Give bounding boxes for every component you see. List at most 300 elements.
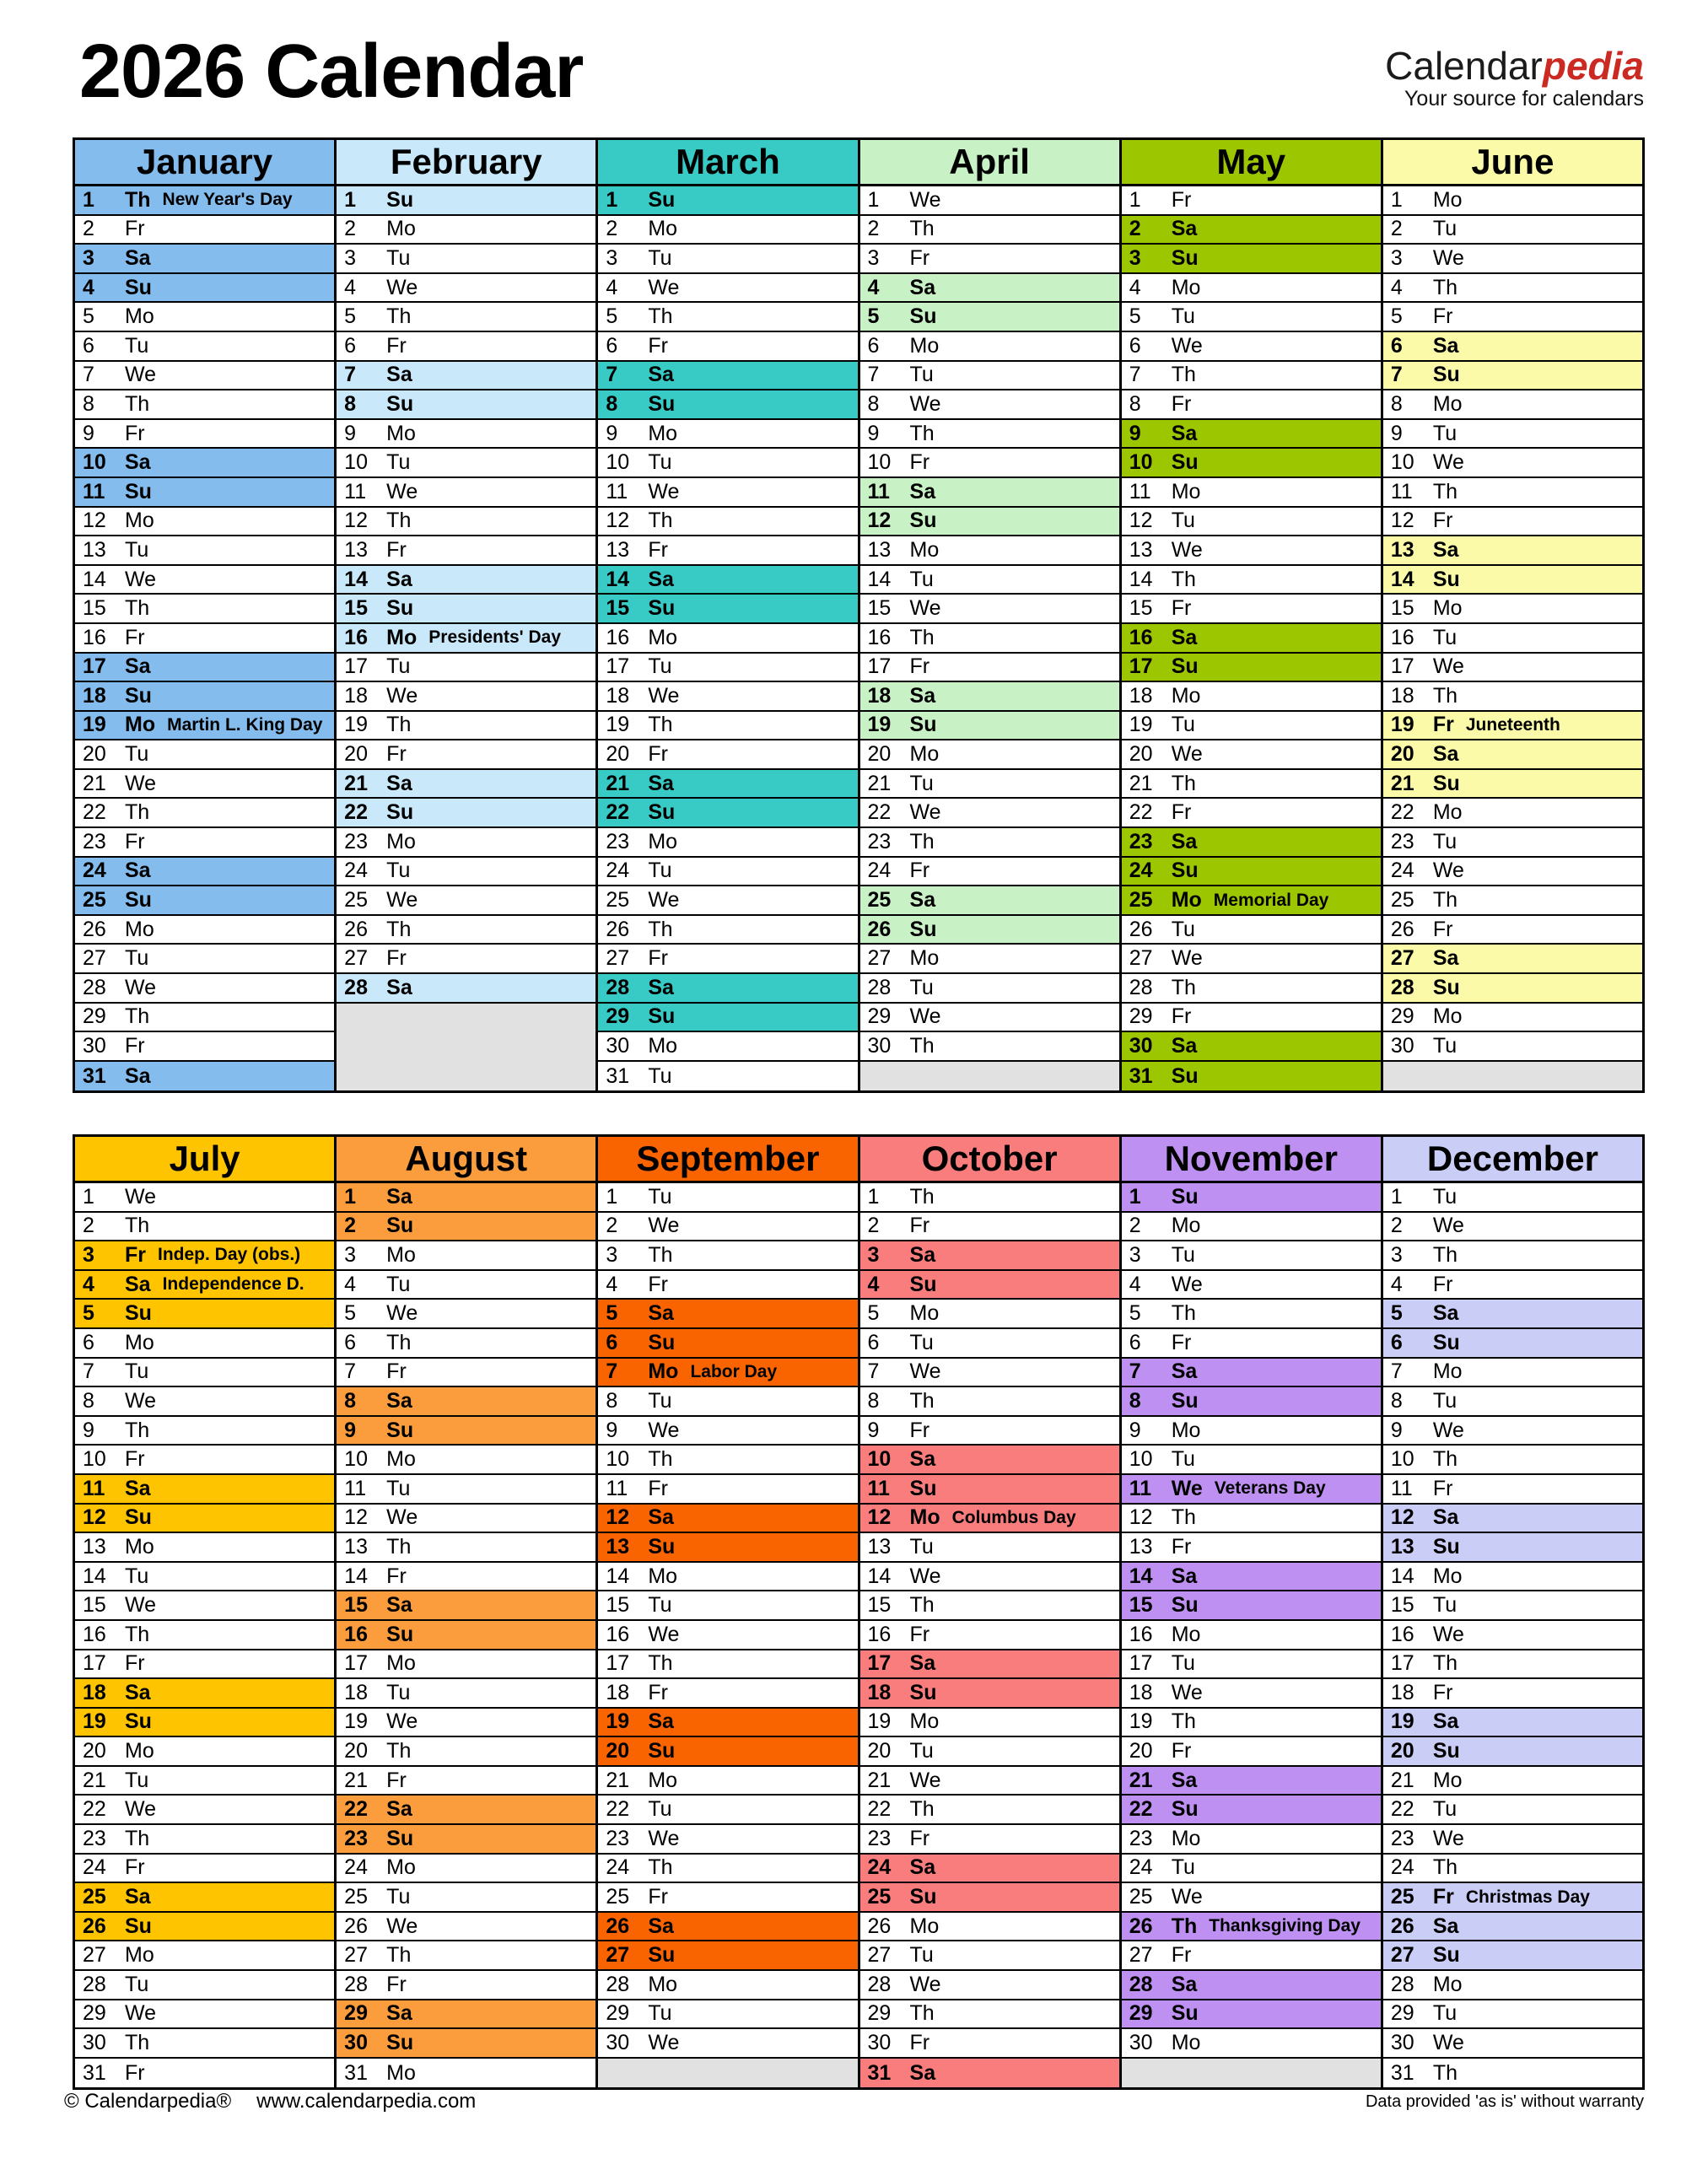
day-number: 14 (1390, 1564, 1414, 1588)
day-number: 23 (1129, 829, 1153, 853)
weekday-label: Th (648, 1855, 673, 1880)
day-number: 5 (606, 304, 618, 329)
weekday-label: We (1432, 2031, 1464, 2055)
day-cell-july-1 (75, 1183, 334, 1213)
day-number: 18 (344, 1680, 368, 1704)
day-cell-january-27 (75, 945, 334, 974)
weekday-label: Fr (1171, 596, 1192, 621)
weekday-label: Sa (1432, 1914, 1459, 1938)
weekday-label: Th (909, 625, 935, 649)
weekday-label: Sa (909, 1447, 936, 1472)
day-cell-october-8 (860, 1387, 1119, 1417)
weekday-label: We (909, 1564, 941, 1588)
day-number: 19 (83, 1709, 106, 1734)
weekday-label: Mo (125, 304, 154, 329)
day-cell-february-10 (337, 449, 595, 478)
day-cell-september-5 (598, 1300, 857, 1329)
day-number: 30 (606, 2031, 630, 2055)
weekday-label: Th (125, 1214, 150, 1238)
day-cell-october-12 (860, 1505, 1119, 1534)
day-number: 25 (867, 1885, 892, 1909)
day-cell-september-1 (598, 1183, 857, 1213)
day-number: 19 (344, 713, 368, 737)
day-number: 9 (83, 421, 94, 445)
weekday-label: Sa (648, 771, 674, 795)
weekday-label: Su (1171, 859, 1199, 883)
weekday-label: Fr (386, 1359, 407, 1384)
weekday-label: We (1432, 1622, 1464, 1646)
day-cell-may-27 (1122, 945, 1381, 974)
day-cell-december-4 (1383, 1271, 1642, 1300)
day-number: 27 (606, 1943, 630, 1968)
empty-cell-february-29 (337, 1004, 595, 1033)
day-number: 1 (344, 1184, 357, 1209)
day-cell-march-23 (598, 828, 857, 858)
day-cell-december-9 (1383, 1417, 1642, 1446)
day-number: 22 (344, 1797, 368, 1822)
day-number: 1 (344, 187, 357, 212)
weekday-label: Tu (1171, 509, 1195, 533)
day-cell-august-21 (337, 1767, 595, 1796)
weekday-label: Mo (1432, 1564, 1463, 1588)
weekday-label: Fr (125, 829, 145, 853)
weekday-label: Mo (386, 1242, 416, 1267)
weekday-label: We (1432, 450, 1464, 475)
day-cell-january-24 (75, 858, 334, 887)
day-cell-march-9 (598, 420, 857, 450)
weekday-label: Su (386, 2031, 414, 2055)
day-cell-september-17 (598, 1650, 857, 1680)
day-number: 19 (606, 713, 630, 737)
day-number: 13 (1390, 1534, 1414, 1559)
footer-url[interactable]: www.calendarpedia.com (256, 2090, 477, 2113)
day-cell-january-19 (75, 712, 334, 741)
day-cell-august-10 (337, 1446, 595, 1475)
day-number: 23 (344, 1826, 368, 1850)
day-number: 5 (867, 304, 880, 329)
weekday-label: Mo (125, 1534, 154, 1559)
day-cell-january-20 (75, 740, 334, 770)
weekday-label: Su (125, 479, 152, 503)
day-cell-february-4 (337, 274, 595, 304)
weekday-label: Mo (125, 917, 154, 941)
weekday-label: Mo (125, 509, 154, 533)
day-number: 19 (83, 713, 106, 737)
day-cell-october-16 (860, 1621, 1119, 1650)
day-number: 1 (606, 187, 618, 212)
day-number: 5 (344, 1301, 357, 1326)
day-cell-april-18 (860, 682, 1119, 712)
day-number: 19 (867, 1709, 892, 1734)
day-cell-april-28 (860, 974, 1119, 1004)
day-cell-december-15 (1383, 1591, 1642, 1621)
day-number: 25 (867, 888, 892, 913)
weekday-label: Su (386, 596, 414, 621)
weekday-label: Mo (909, 333, 940, 358)
day-number: 26 (83, 1914, 106, 1938)
day-cell-november-3 (1122, 1241, 1381, 1271)
day-number: 10 (606, 450, 630, 475)
weekday-label: Su (1432, 1330, 1460, 1354)
weekday-label: Fr (1171, 1004, 1192, 1029)
day-number: 17 (606, 654, 630, 679)
weekday-label: Su (386, 1826, 414, 1850)
day-number: 11 (1390, 1476, 1413, 1500)
weekday-label: We (909, 1768, 941, 1792)
day-number: 28 (1390, 1972, 1414, 1996)
weekday-label: Sa (386, 1797, 412, 1822)
day-number: 16 (83, 1622, 106, 1646)
day-cell-august-18 (337, 1679, 595, 1709)
day-cell-april-26 (860, 916, 1119, 945)
month-header-march: March (598, 140, 857, 186)
day-number: 23 (867, 1826, 892, 1850)
weekday-label: Mo (648, 1972, 678, 1996)
day-cell-october-11 (860, 1475, 1119, 1505)
day-cell-december-8 (1383, 1387, 1642, 1417)
day-number: 15 (344, 596, 368, 621)
day-cell-september-4 (598, 1271, 857, 1300)
day-cell-june-11 (1383, 478, 1642, 508)
day-cell-january-29 (75, 1004, 334, 1033)
day-cell-june-13 (1383, 536, 1642, 566)
weekday-label: Fr (125, 421, 145, 445)
day-cell-february-2 (337, 216, 595, 245)
weekday-label: We (1171, 333, 1203, 358)
weekday-label: Su (909, 917, 937, 941)
day-cell-august-5 (337, 1300, 595, 1329)
day-number: 4 (1390, 1272, 1403, 1296)
weekday-label: Tu (125, 537, 149, 562)
day-number: 18 (606, 683, 630, 708)
weekday-label: Sa (386, 567, 412, 591)
day-number: 10 (1129, 450, 1153, 475)
day-cell-november-12 (1122, 1505, 1381, 1534)
day-cell-december-31 (1383, 2059, 1642, 2088)
weekday-label: Fr (1432, 917, 1453, 941)
weekday-label: Fr (125, 1447, 145, 1472)
day-number: 11 (83, 479, 105, 503)
day-cell-january-25 (75, 886, 334, 916)
day-number: 4 (83, 1272, 94, 1296)
weekday-label: Sa (386, 363, 412, 387)
day-number: 9 (344, 1418, 357, 1442)
weekday-label: Mo (1171, 1826, 1201, 1850)
day-number: 19 (1129, 713, 1153, 737)
day-number: 24 (1390, 1855, 1414, 1880)
day-cell-april-5 (860, 303, 1119, 332)
weekday-label: Tu (386, 245, 411, 270)
holiday-label-september-7: Labor Day (690, 1361, 778, 1381)
day-number: 5 (1390, 1301, 1403, 1326)
day-cell-january-2 (75, 216, 334, 245)
day-number: 26 (606, 1914, 630, 1938)
day-number: 14 (1390, 567, 1414, 591)
weekday-label: Th (1432, 479, 1458, 503)
day-number: 11 (606, 1476, 628, 1500)
day-cell-july-27 (75, 1941, 334, 1971)
weekday-label: Su (125, 1709, 152, 1734)
day-cell-march-25 (598, 886, 857, 916)
day-number: 31 (606, 1063, 630, 1088)
weekday-label: Fr (1432, 509, 1453, 533)
weekday-label: Fr (386, 1564, 407, 1588)
day-cell-september-6 (598, 1329, 857, 1359)
day-cell-may-28 (1122, 974, 1381, 1004)
day-number: 25 (344, 1885, 368, 1909)
day-cell-november-9 (1122, 1417, 1381, 1446)
day-number: 8 (1390, 1388, 1403, 1413)
weekday-label: We (909, 391, 941, 416)
day-number: 5 (606, 1301, 618, 1326)
day-number: 13 (83, 1534, 106, 1559)
day-number: 12 (606, 509, 630, 533)
day-number: 5 (1129, 304, 1141, 329)
day-number: 30 (83, 1034, 106, 1058)
day-cell-december-30 (1383, 2029, 1642, 2059)
day-number: 28 (867, 1972, 892, 1996)
day-cell-july-4 (75, 1271, 334, 1300)
day-cell-june-14 (1383, 566, 1642, 595)
day-cell-october-28 (860, 1971, 1119, 2000)
calendar-second-half-jul-dec (73, 1134, 1645, 2090)
weekday-label: Sa (648, 1914, 674, 1938)
day-number: 6 (344, 1330, 357, 1354)
day-cell-august-14 (337, 1563, 595, 1592)
day-number: 27 (606, 946, 630, 971)
day-cell-january-7 (75, 362, 334, 391)
day-number: 2 (1129, 1214, 1141, 1238)
weekday-label: Th (648, 917, 673, 941)
weekday-label: Su (648, 800, 676, 825)
day-cell-march-17 (598, 654, 857, 683)
day-number: 27 (83, 946, 106, 971)
weekday-label: Mo (648, 1768, 678, 1792)
weekday-label: Fr (1432, 713, 1454, 737)
day-cell-march-31 (598, 1062, 857, 1091)
day-number: 26 (1129, 917, 1153, 941)
weekday-label: Su (648, 1330, 676, 1354)
day-number: 13 (867, 537, 892, 562)
day-cell-march-1 (598, 186, 857, 216)
day-cell-march-10 (598, 449, 857, 478)
day-cell-may-15 (1122, 595, 1381, 624)
weekday-label: Tu (1432, 2001, 1457, 2026)
weekday-label: Fr (1171, 1534, 1192, 1559)
day-number: 30 (1390, 1034, 1414, 1058)
day-number: 24 (867, 1855, 892, 1880)
day-cell-april-1 (860, 186, 1119, 216)
day-number: 12 (867, 509, 892, 533)
day-number: 22 (1390, 1797, 1414, 1822)
weekday-label: Th (909, 1388, 935, 1413)
weekday-label: Fr (909, 1214, 930, 1238)
weekday-label: Fr (648, 537, 668, 562)
day-number: 13 (1390, 537, 1414, 562)
weekday-label: Tu (648, 1063, 672, 1088)
weekday-label: Su (386, 800, 414, 825)
day-number: 20 (83, 742, 106, 767)
day-cell-september-7 (598, 1359, 857, 1388)
weekday-label: Fr (125, 1651, 145, 1676)
day-number: 29 (83, 1004, 106, 1029)
day-number: 27 (1129, 1943, 1153, 1968)
weekday-label: Su (1432, 1739, 1460, 1763)
day-number: 12 (1129, 509, 1153, 533)
day-number: 27 (1390, 946, 1414, 971)
day-number: 6 (606, 333, 618, 358)
day-cell-august-3 (337, 1241, 595, 1271)
weekday-label: Su (1432, 567, 1460, 591)
day-cell-june-18 (1383, 682, 1642, 712)
day-number: 1 (1390, 187, 1403, 212)
day-cell-may-16 (1122, 624, 1381, 654)
weekday-label: Sa (648, 363, 674, 387)
day-number: 19 (1390, 1709, 1414, 1734)
day-number: 25 (606, 1885, 630, 1909)
day-cell-october-10 (860, 1446, 1119, 1475)
weekday-label: Sa (1171, 1034, 1198, 1058)
weekday-label: Mo (1432, 1359, 1463, 1384)
day-number: 24 (1129, 859, 1153, 883)
day-number: 23 (606, 829, 630, 853)
day-number: 4 (344, 275, 357, 299)
day-number: 15 (1129, 596, 1153, 621)
day-number: 21 (83, 1768, 106, 1792)
day-number: 8 (344, 391, 357, 416)
day-cell-may-3 (1122, 245, 1381, 274)
day-number: 21 (606, 771, 630, 795)
month-column-march (595, 140, 857, 1090)
day-number: 10 (344, 1447, 368, 1472)
weekday-label: Tu (648, 654, 672, 679)
day-cell-december-20 (1383, 1737, 1642, 1767)
day-cell-november-29 (1122, 2000, 1381, 2030)
day-number: 11 (867, 1476, 890, 1500)
day-number: 30 (344, 2031, 368, 2055)
day-number: 24 (867, 859, 892, 883)
weekday-label: Fr (909, 859, 930, 883)
weekday-label: Sa (125, 1272, 151, 1296)
day-cell-november-17 (1122, 1650, 1381, 1680)
day-number: 8 (867, 391, 880, 416)
day-number: 7 (1129, 363, 1141, 387)
weekday-label: Sa (909, 1242, 936, 1267)
day-cell-december-1 (1383, 1183, 1642, 1213)
day-cell-september-19 (598, 1709, 857, 1738)
weekday-label: We (125, 1388, 157, 1413)
weekday-label: Tu (1171, 1242, 1195, 1267)
weekday-label: Su (386, 1418, 414, 1442)
weekday-label: Su (1171, 450, 1199, 475)
day-cell-march-4 (598, 274, 857, 304)
day-cell-september-24 (598, 1855, 857, 1884)
day-number: 12 (867, 1505, 892, 1530)
day-number: 11 (606, 479, 628, 503)
day-cell-december-2 (1383, 1213, 1642, 1242)
weekday-label: Mo (1171, 888, 1202, 913)
day-cell-june-9 (1383, 420, 1642, 450)
day-cell-may-18 (1122, 682, 1381, 712)
day-number: 29 (83, 2001, 106, 2026)
day-number: 22 (344, 800, 368, 825)
day-number: 25 (83, 1885, 106, 1909)
day-number: 13 (344, 537, 368, 562)
day-cell-september-11 (598, 1475, 857, 1505)
day-number: 6 (344, 333, 357, 358)
day-number: 5 (344, 304, 357, 329)
day-number: 20 (1129, 742, 1153, 767)
day-number: 16 (1390, 625, 1414, 649)
weekday-label: Su (909, 1476, 937, 1500)
day-number: 9 (1129, 1418, 1141, 1442)
day-cell-november-2 (1122, 1213, 1381, 1242)
day-cell-january-28 (75, 974, 334, 1004)
weekday-label: Mo (1432, 596, 1463, 621)
day-number: 26 (1129, 1914, 1153, 1938)
day-number: 1 (606, 1184, 618, 1209)
day-cell-march-26 (598, 916, 857, 945)
day-cell-september-18 (598, 1679, 857, 1709)
day-number: 30 (1129, 1034, 1153, 1058)
day-number: 18 (1129, 683, 1153, 708)
weekday-label: Mo (125, 713, 156, 737)
day-number: 20 (344, 742, 368, 767)
day-cell-march-6 (598, 332, 857, 362)
weekday-label: Tu (909, 975, 934, 999)
day-cell-february-18 (337, 682, 595, 712)
day-number: 19 (1129, 1709, 1153, 1734)
weekday-label: Tu (1432, 1034, 1457, 1058)
weekday-label: Tu (1432, 1388, 1457, 1413)
weekday-label: Th (648, 509, 673, 533)
day-cell-may-25 (1122, 886, 1381, 916)
day-cell-march-18 (598, 682, 857, 712)
weekday-label: Th (909, 2001, 935, 2026)
weekday-label: Th (1432, 1855, 1458, 1880)
weekday-label: Tu (386, 450, 411, 475)
day-number: 10 (83, 1447, 106, 1472)
day-cell-december-17 (1383, 1650, 1642, 1680)
day-cell-december-10 (1383, 1446, 1642, 1475)
day-number: 24 (606, 859, 630, 883)
weekday-label: Fr (648, 1272, 668, 1296)
day-cell-december-7 (1383, 1359, 1642, 1388)
day-cell-april-19 (860, 712, 1119, 741)
day-number: 17 (344, 1651, 368, 1676)
weekday-label: We (1171, 537, 1203, 562)
weekday-label: Fr (125, 1855, 145, 1880)
day-number: 29 (1390, 2001, 1414, 2026)
day-number: 13 (1129, 1534, 1153, 1559)
day-cell-july-5 (75, 1300, 334, 1329)
day-number: 13 (83, 537, 106, 562)
day-number: 12 (1390, 1505, 1414, 1530)
day-number: 8 (344, 1388, 357, 1413)
day-cell-september-9 (598, 1417, 857, 1446)
day-cell-november-22 (1122, 1796, 1381, 1825)
day-number: 29 (1129, 1004, 1153, 1029)
day-cell-april-12 (860, 508, 1119, 537)
day-number: 3 (867, 245, 880, 270)
weekday-label: We (1171, 742, 1203, 767)
day-number: 23 (1390, 1826, 1414, 1850)
day-cell-november-28 (1122, 1971, 1381, 2000)
day-cell-february-19 (337, 712, 595, 741)
day-number: 3 (83, 245, 94, 270)
day-cell-july-9 (75, 1417, 334, 1446)
day-number: 15 (867, 596, 892, 621)
